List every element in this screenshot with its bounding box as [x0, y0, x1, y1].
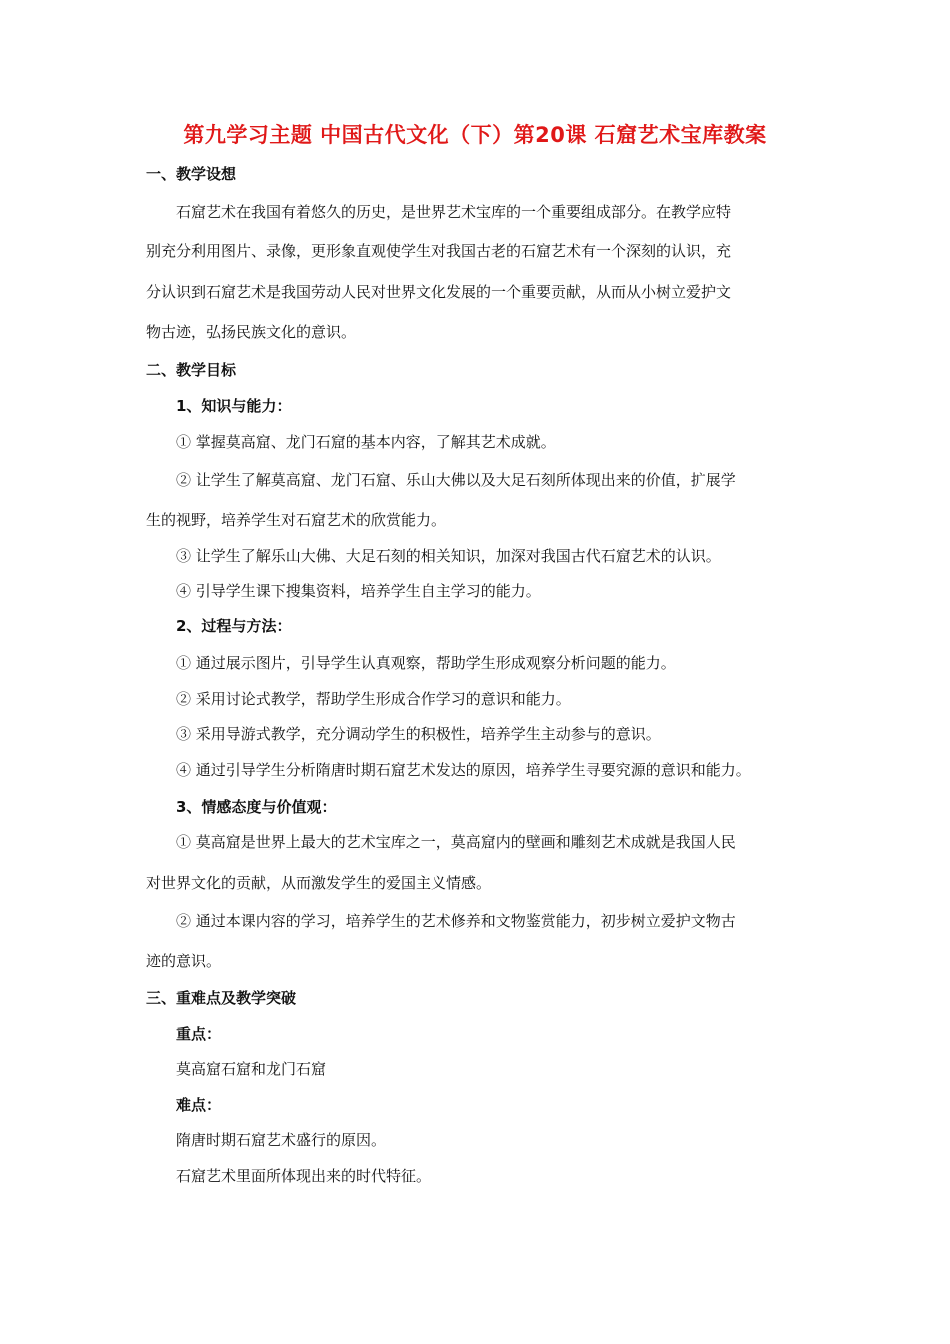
- section-heading: 二、教学目标: [146, 361, 237, 379]
- list-item: ① 掌握莫高窟、龙门石窟的基本内容，了解其艺术成就。: [176, 433, 556, 451]
- subsection-heading: 2、过程与方法：: [176, 617, 292, 635]
- list-item: 迹的意识。: [146, 952, 222, 970]
- list-item: ② 采用讨论式教学，帮助学生形成合作学习的意识和能力。: [176, 690, 571, 708]
- list-item: ③ 让学生了解乐山大佛、大足石刻的相关知识，加深对我国古代石窟艺术的认识。: [176, 547, 721, 565]
- section-heading: 三、重难点及教学突破: [146, 989, 297, 1007]
- paragraph-line: 别充分利用图片、录像，更形象直观使学生对我国古老的石窟艺术有一个深刻的认识，充: [146, 242, 732, 260]
- list-item: 生的视野，培养学生对石窟艺术的欣赏能力。: [146, 511, 447, 529]
- subsection-heading: 难点：: [176, 1096, 222, 1114]
- paragraph-line: 隋唐时期石窟艺术盛行的原因。: [176, 1131, 387, 1149]
- list-item: 对世界文化的贡献，从而激发学生的爱国主义情感。: [146, 874, 492, 892]
- list-item: ② 让学生了解莫高窟、龙门石窟、乐山大佛以及大足石刻所体现出来的价值，扩展学: [176, 471, 736, 489]
- subsection-heading: 1、知识与能力：: [176, 397, 292, 415]
- page-title: 第九学习主题 中国古代文化（下）第20课 石窟艺术宝库教案: [183, 123, 767, 147]
- list-item: ④ 引导学生课下搜集资料，培养学生自主学习的能力。: [176, 582, 541, 600]
- paragraph-line: 石窟艺术里面所体现出来的时代特征。: [176, 1167, 432, 1185]
- subsection-heading: 3、情感态度与价值观：: [176, 798, 337, 816]
- paragraph-line: 石窟艺术在我国有着悠久的历史，是世界艺术宝库的一个重要组成部分。在教学应特: [176, 203, 732, 221]
- section-heading: 一、教学设想: [146, 165, 237, 183]
- list-item: ④ 通过引导学生分析隋唐时期石窟艺术发达的原因，培养学生寻要究源的意识和能力。: [176, 761, 751, 779]
- paragraph-line: 分认识到石窟艺术是我国劳动人民对世界文化发展的一个重要贡献，从而从小树立爱护文: [146, 283, 732, 301]
- list-item: ② 通过本课内容的学习，培养学生的艺术修养和文物鉴赏能力，初步树立爱护文物古: [176, 912, 736, 930]
- paragraph-line: 物古迹，弘扬民族文化的意识。: [146, 323, 357, 341]
- list-item: ① 莫高窟是世界上最大的艺术宝库之一，莫高窟内的壁画和雕刻艺术成就是我国人民: [176, 833, 736, 851]
- list-item: ① 通过展示图片，引导学生认真观察，帮助学生形成观察分析问题的能力。: [176, 654, 676, 672]
- subsection-heading: 重点：: [176, 1025, 222, 1043]
- list-item: ③ 采用导游式教学，充分调动学生的积极性，培养学生主动参与的意识。: [176, 725, 661, 743]
- paragraph-line: 莫高窟石窟和龙门石窟: [176, 1060, 327, 1078]
